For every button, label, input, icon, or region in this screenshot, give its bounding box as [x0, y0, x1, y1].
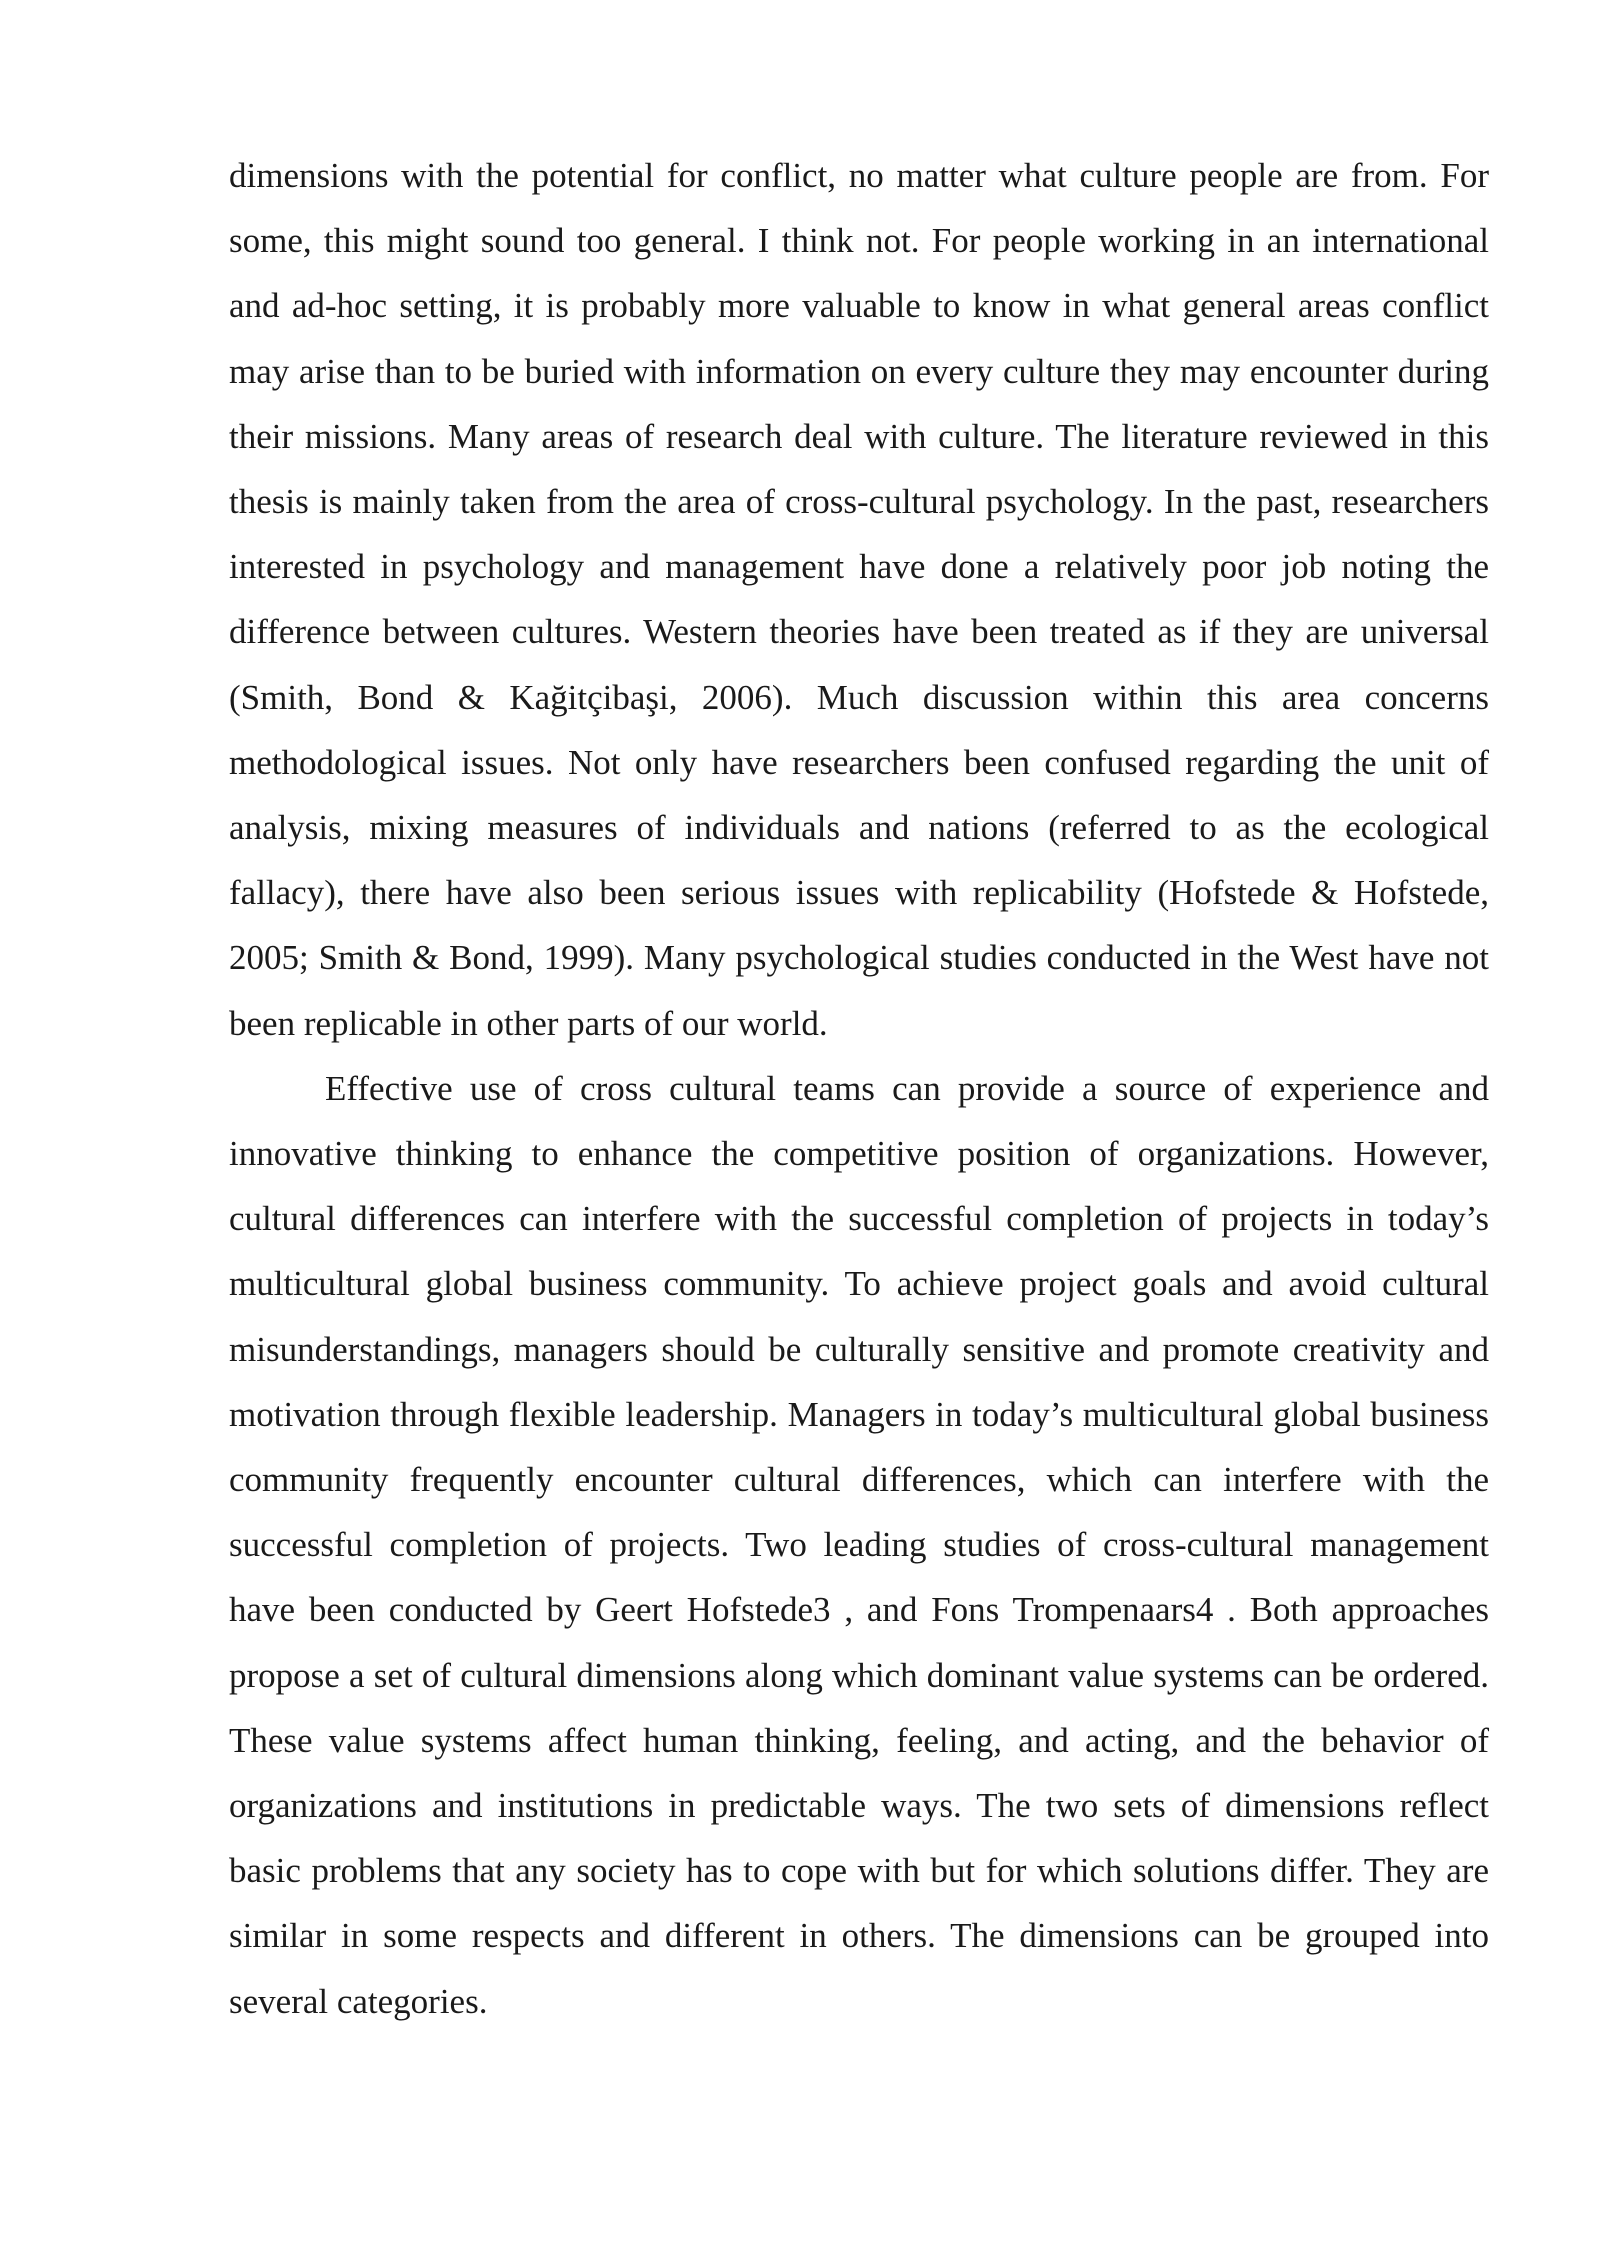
paragraph-1: dimensions with the potential for conflict, no matter what culture people are from. For some, this might sound too general. I think not. For people working in an international and ad-hoc setting, it is probably more valuable to know in what general areas conflict may arise than to be buried with information on every culture they may encounter during their missions. Many areas of research deal with culture. The literature reviewed in this thesis is mainly taken from the area of cross-cultural psychology. In the past, researchers interested in psychology and management have done a relatively poor job noting the difference between cultures. Western theories have been treated as if they are universal (Smith, Bond & Kağitçibaşi, 2006). Much discussion within this area concerns methodological issues. Not only have researchers been confused regarding the unit of analysis, mixing measures of individuals and nations (referred to as the ecological fallacy), there have also been serious issues with replicability (Hofstede & Hofstede, 2005; Smith & Bond, 1999). Many psychological studies conducted in the West have not been replicable in other parts of our world. [229, 156, 1489, 1043]
paragraph-2: Effective use of cross cultural teams can provide a source of experience and innovative thinking to enhance the competitive position of organizations. However, cultural differences can interfere with the successful completion of projects in today’s multicultural global business community. To achieve project goals and avoid cultural misunderstandings, managers should be culturally sensitive and promote creativity and motivation through flexible leadership. Managers in today’s multicultural global business community frequently encounter cultural differences, which can interfere with the successful completion of projects. Two leading studies of cross-cultural management have been conducted by Geert Hofstede3 , and Fons Trompenaars4 . Both approaches propose a set of cultural dimensions along which dominant value systems can be ordered. These value systems affect human thinking, feeling, and acting, and the behavior of organizations and institutions in predictable ways. The two sets of dimensions reflect basic problems that any society has to cope with but for which solutions differ. They are similar in some respects and different in others. The dimensions can be grouped into several categories. [229, 1068, 1489, 2021]
body-text [229, 143, 1489, 2034]
